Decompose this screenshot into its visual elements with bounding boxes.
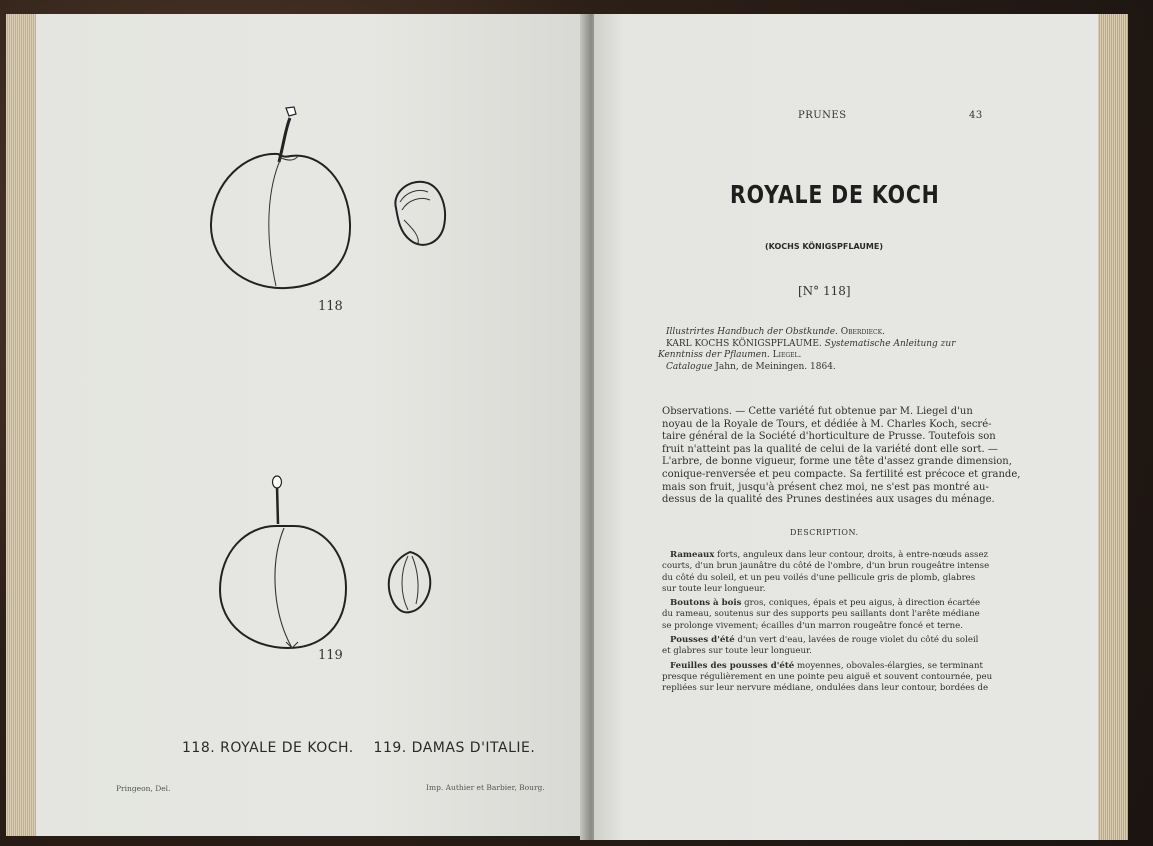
- page-edges-left: [6, 14, 36, 836]
- observations-line: conique-renversée et peu compacte. Sa fertilité est précoce et grande,: [662, 468, 1021, 480]
- reference-2: KARL KOCHS KÖNIGSPFLAUME. Systematische Anleitung zur: [666, 338, 956, 349]
- plate-caption: 118. ROYALE DE KOCH. 119. DAMAS D'ITALIE.: [182, 740, 536, 756]
- figure-118-label: 118: [318, 299, 343, 314]
- running-head: PRUNES: [798, 110, 847, 121]
- observations-line: Observations. — Cette variété fut obtenue par M. Liegel d'un: [662, 406, 973, 417]
- observations-line: fruit n'atteint pas la qualité de celui de la variété dont elle sort. —: [662, 443, 998, 455]
- illustrator-credit: Pringeon, Del.: [116, 784, 171, 793]
- description-line: Rameaux forts, anguleux dans leur contour, droits, à entre-nœuds assez: [670, 550, 989, 560]
- observations-paragraph: [662, 406, 1021, 507]
- left-page: [36, 14, 584, 836]
- reference-1: Illustrirtes Handbuch der Obstkunde. Oberdieck.: [666, 327, 885, 337]
- figure-119-label: 119: [318, 648, 343, 663]
- printer-credit: Imp. Authier et Barbier, Bourg.: [426, 783, 545, 792]
- stone-118-illustration: [388, 178, 458, 254]
- description-line: courts, d'un brun jaunâtre du côté de l'ombre, d'un brun rougeâtre intense: [662, 561, 990, 572]
- description-text: [662, 550, 993, 695]
- reference-3: Kenntniss der Pflaumen. Liegel.: [658, 350, 802, 360]
- description-line: repliées sur leur nervure médiane, ondulées dans leur contour, bordées de: [662, 683, 989, 694]
- right-page: [594, 14, 1098, 840]
- description-line: Feuilles des pousses d'été moyennes, obovales-élargies, se terminant: [670, 660, 983, 671]
- description-line: du côté du soleil, et un peu voilés d'une pellicule gris de plomb, glabres: [662, 572, 976, 583]
- description-line: presque régulièrement en une pointe peu aiguë et souvent contournée, peu: [662, 671, 993, 682]
- plum-119-illustration: [212, 472, 392, 657]
- reference-4: Catalogue Jahn, de Meiningen. 1864.: [666, 361, 836, 372]
- bibliography: [658, 327, 986, 373]
- variety-number: [N° 118]: [798, 284, 851, 298]
- description-line: et glabres sur toute leur longueur.: [662, 646, 812, 657]
- observations-line: dessus de la qualité des Prunes destinées aux usages du ménage.: [662, 494, 995, 506]
- variety-subtitle: (KOCHS KÖNIGSPFLAUME): [765, 242, 883, 251]
- observations-line: noyau de la Royale de Tours, et dédiée à M. Charles Koch, secré-: [662, 418, 992, 430]
- variety-title: ROYALE DE KOCH: [730, 180, 940, 209]
- page-number: 43: [969, 110, 983, 121]
- observations-line: taire général de la Société d'horticulture de Prusse. Toutefois son: [662, 431, 996, 443]
- page-edges-right: [1098, 14, 1128, 840]
- description-line: Boutons à bois gros, coniques, épais et peu aigus, à direction écartée: [670, 598, 981, 609]
- observations-line: mais son fruit, jusqu'à présent chez moi, ne s'est pas montré au-: [662, 481, 989, 493]
- description-line: sur toute leur longueur.: [662, 583, 766, 594]
- observations-line: L'arbre, de bonne vigueur, forme une tête d'assez grande dimension,: [662, 456, 1012, 468]
- description-line: Pousses d'été d'un vert d'eau, lavées de rouge violet du côté du soleil: [670, 635, 979, 646]
- description-heading: DESCRIPTION.: [790, 528, 859, 537]
- description-line: du rameau, soutenus sur des supports peu saillants dont l'arête médiane: [662, 609, 980, 620]
- stone-119-illustration: [382, 548, 438, 618]
- description-line: se prolonge vivement; écailles d'un marron rougeâtre foncé et terne.: [662, 620, 963, 631]
